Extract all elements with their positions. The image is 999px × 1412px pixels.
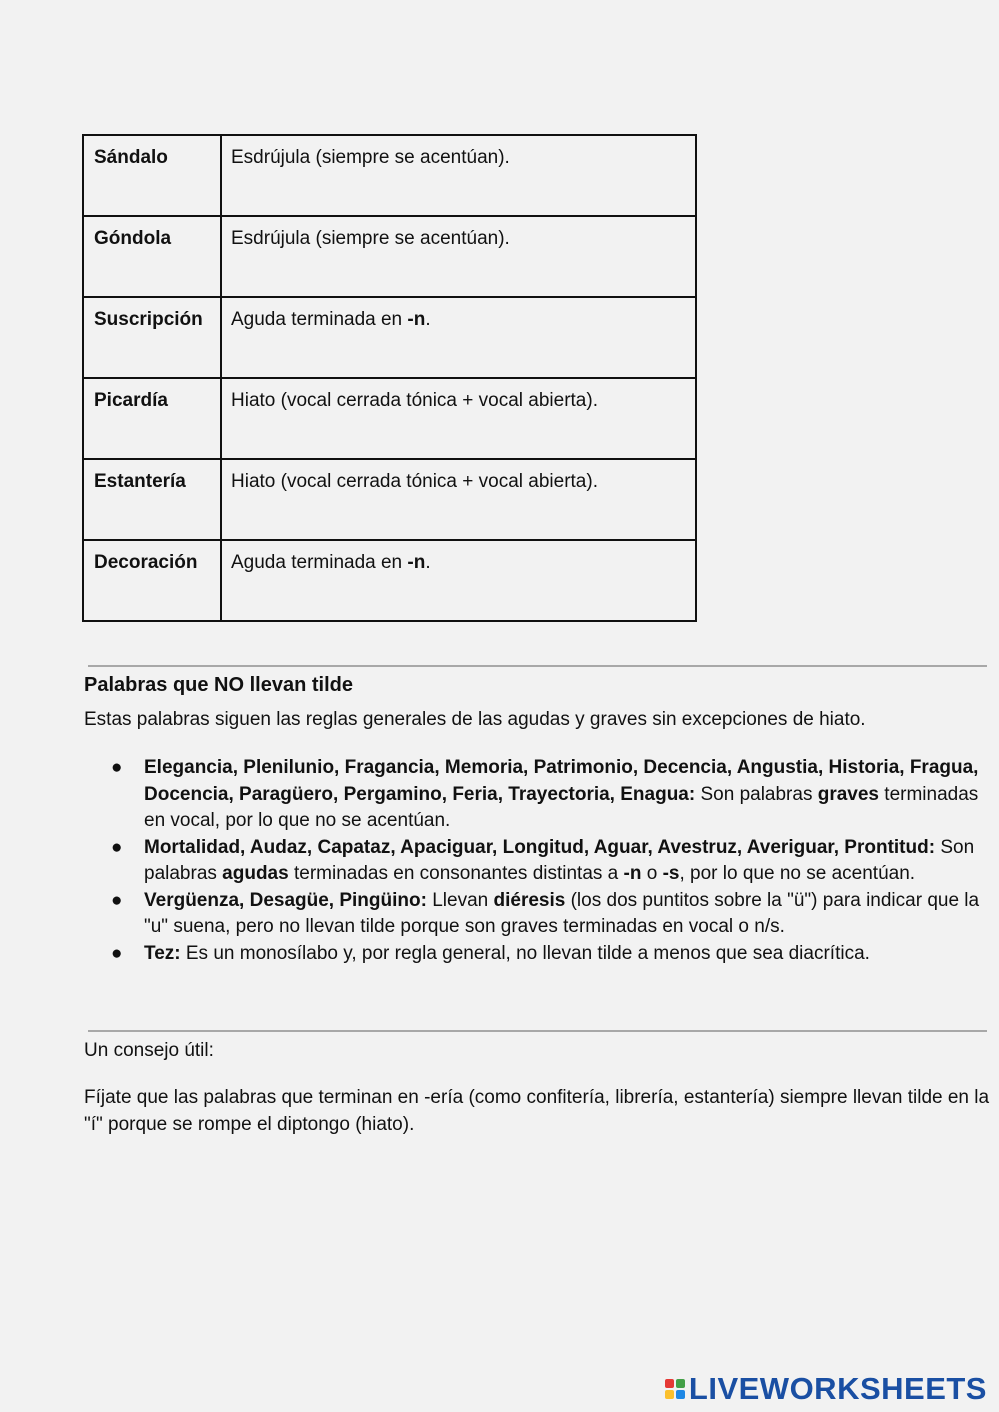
bullet-icon: ● xyxy=(111,757,123,778)
accent-rules-table xyxy=(82,134,697,622)
list-item: ● Tez: Es un monosílabo y, por regla general, no llevan tilde a menos que sea diacrítica. xyxy=(84,941,999,968)
bullet-icon: ● xyxy=(111,889,123,911)
table-row xyxy=(83,459,696,540)
logo-squares-icon xyxy=(665,1379,685,1399)
table-row xyxy=(83,297,696,378)
horizontal-divider xyxy=(88,665,987,667)
section-intro: Estas palabras siguen las reglas generales de las agudas y graves sin excepciones de hiato. xyxy=(84,709,866,730)
word-cell: Decoración xyxy=(83,540,221,621)
rule-cell: Esdrújula (siempre se acentúan). xyxy=(221,216,696,297)
table-row xyxy=(83,216,696,297)
brand-name: LIVEWORKSHEETS xyxy=(688,1371,987,1406)
rules-list xyxy=(84,755,999,967)
rule-cell: Aguda terminada en -n. xyxy=(221,540,696,621)
list-item: ● Mortalidad, Audaz, Capataz, Apaciguar, Longitud, Aguar, Avestruz, Averiguar, Prontitud: Son palabras agudas terminadas en consonantes distintas a -n o -s, por lo que no se acentúan. xyxy=(111,836,975,884)
table-row xyxy=(83,378,696,459)
word-cell: Sándalo xyxy=(83,135,221,216)
word-cell: Picardía xyxy=(83,378,221,459)
table-row xyxy=(83,540,696,621)
word-cell: Estantería xyxy=(83,459,221,540)
word-cell: Suscripción xyxy=(83,297,221,378)
bullet-icon: ● xyxy=(111,836,123,858)
list-item: ● Elegancia, Plenilunio, Fragancia, Memoria, Patrimonio, Decencia, Angustia, Historia, Fragua, Docencia, Paragüero, Pergamino, Feria, Trayectoria, Enagua: Son palabras graves terminadas en vocal, por lo que no se acentúan. xyxy=(111,757,979,831)
table-row xyxy=(83,135,696,216)
tip-text: Fíjate que las palabras que terminan en -ería (como confitería, librería, estantería) siempre llevan tilde en la "í" porque se rompe el diptongo (hiato). xyxy=(84,1087,990,1135)
bullet-icon: ● xyxy=(111,942,123,964)
rule-cell: Aguda terminada en -n. xyxy=(221,297,696,378)
word-cell: Góndola xyxy=(83,216,221,297)
rule-cell: Hiato (vocal cerrada tónica + vocal abierta). xyxy=(221,378,696,459)
section-heading: Palabras que NO llevan tilde xyxy=(84,674,353,696)
horizontal-divider xyxy=(88,1030,987,1032)
list-item: ● Vergüenza, Desagüe, Pingüino: Llevan diéresis (los dos puntitos sobre la "ü") para indicar que la "u" suena, pero no llevan tilde porque son graves terminadas en vocal o n/s. xyxy=(111,889,980,937)
rule-cell: Hiato (vocal cerrada tónica + vocal abierta). xyxy=(221,459,696,540)
tip-label: Un consejo útil: xyxy=(84,1040,214,1061)
liveworksheets-logo xyxy=(665,1369,987,1409)
rule-cell: Esdrújula (siempre se acentúan). xyxy=(221,135,696,216)
